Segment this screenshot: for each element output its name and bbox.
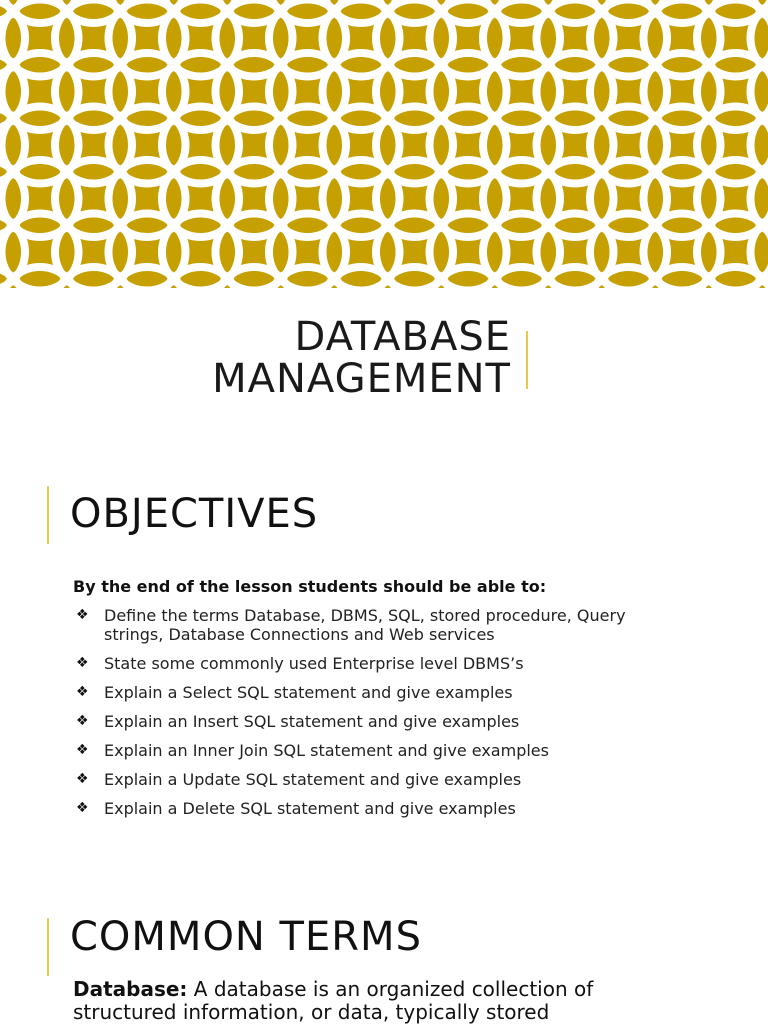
presentation-title: [212, 316, 511, 400]
objectives-heading: OBJECTIVES: [70, 491, 319, 537]
list-item-text: Explain a Select SQL statement and give examples: [104, 683, 513, 702]
banner-background: [0, 0, 768, 288]
list-item-text: State some commonly used Enterprise level DBMS’s: [104, 654, 524, 673]
term-label: Database:: [73, 977, 188, 1001]
list-item-text: Define the terms Database, DBMS, SQL, stored procedure, Query strings, Database Connections and Web services: [104, 606, 626, 644]
objectives-accent-bar: [47, 486, 49, 544]
common-terms-accent-bar: [47, 918, 49, 976]
list-item: [74, 712, 674, 731]
term-definition: A database is an organized collection of structured information, or data, typically stored: [73, 977, 594, 1024]
diamond-bullet-icon: ❖: [76, 684, 89, 700]
title-accent-bar: [526, 331, 528, 389]
objectives-lead-text: By the end of the lesson students should be able to:: [73, 577, 547, 596]
diamond-bullet-icon: ❖: [76, 655, 89, 671]
database-definition: [73, 978, 673, 1024]
title-line-1: DATABASE: [294, 314, 511, 360]
diamond-bullet-icon: ❖: [76, 713, 89, 729]
list-item-text: Explain an Inner Join SQL statement and give examples: [104, 741, 549, 760]
list-item: [74, 654, 674, 673]
objectives-list: [74, 606, 674, 828]
list-item: [74, 683, 674, 702]
list-item: [74, 799, 674, 818]
diamond-bullet-icon: ❖: [76, 771, 89, 787]
title-line-2: MANAGEMENT: [212, 356, 511, 402]
interlocking-circles-pattern: [0, 0, 768, 288]
list-item: [74, 606, 674, 644]
list-item-text: Explain an Insert SQL statement and give examples: [104, 712, 520, 731]
list-item-text: Explain a Delete SQL statement and give examples: [104, 799, 516, 818]
list-item: [74, 741, 674, 760]
diamond-bullet-icon: ❖: [76, 742, 89, 758]
list-item: [74, 770, 674, 789]
decorative-pattern-banner: [0, 0, 768, 288]
diamond-bullet-icon: ❖: [76, 800, 89, 816]
common-terms-heading: COMMON TERMS: [70, 914, 422, 960]
diamond-bullet-icon: ❖: [76, 607, 89, 623]
list-item-text: Explain a Update SQL statement and give examples: [104, 770, 522, 789]
